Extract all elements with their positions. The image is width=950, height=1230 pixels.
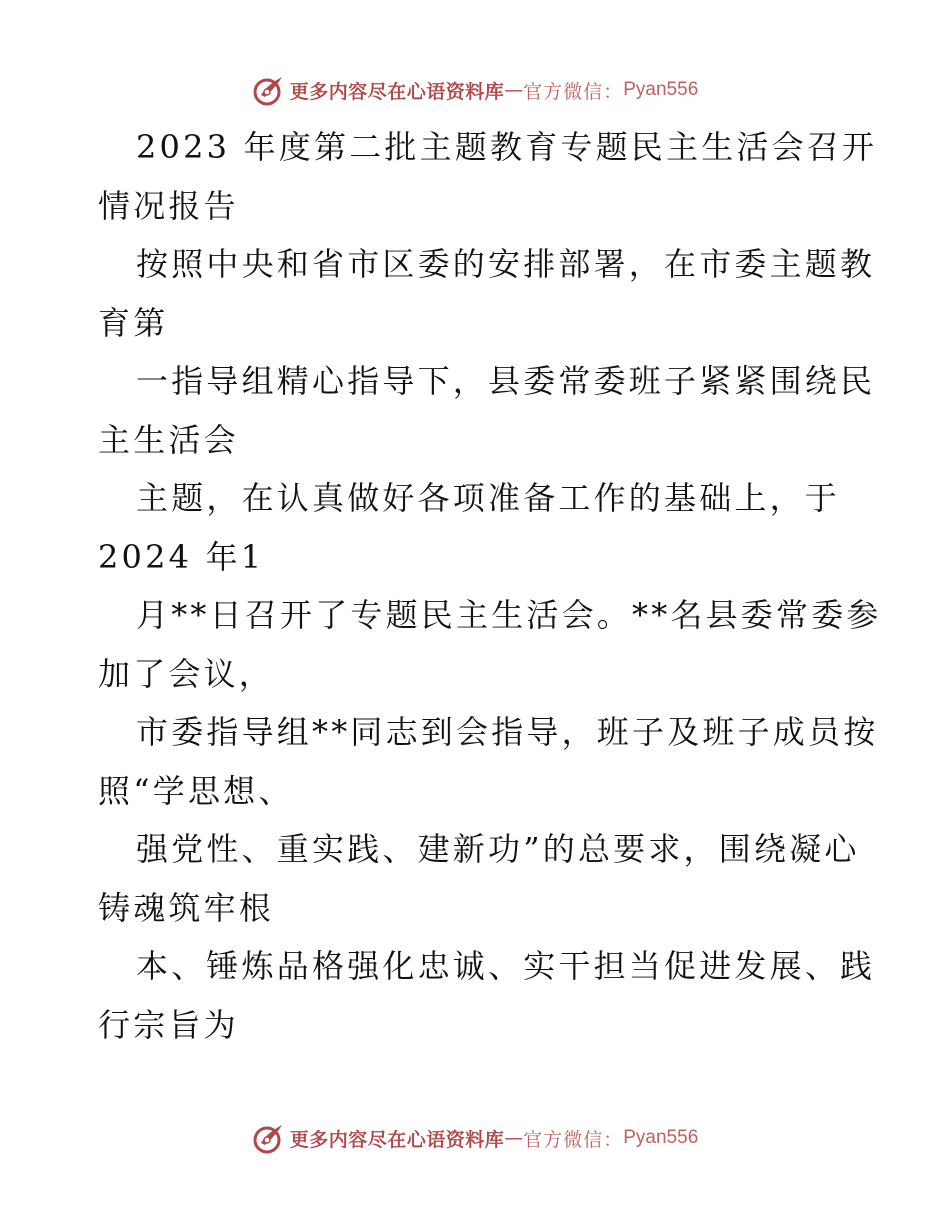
doc-text-line: 主题，在认真做好各项准备工作的基础上，于 — [136, 479, 841, 517]
doc-text-line: 加了会议， — [98, 654, 275, 693]
header-brand-text: 更多内容尽在心语资料库 — [289, 80, 505, 103]
doc-text-line: 铸魂筑牢根 — [98, 888, 275, 927]
doc-text-line: 本、锤炼品格强化忠诚、实干担当促进发展、践 — [136, 947, 876, 985]
header-banner — [0, 70, 950, 110]
doc-text-line: 2024 年1 — [98, 537, 265, 576]
footer-dash: — — [504, 1127, 524, 1149]
doc-text-line: 按照中央和省市区委的安排部署，在市委主题教 — [136, 245, 876, 283]
header-wechat-id: Pyan556 — [623, 79, 699, 100]
doc-title-line-1: 2023 年度第二批主题教育专题民主生活会召开 — [136, 128, 878, 166]
footer-wechat-label: 官方微信： — [523, 1128, 624, 1151]
quill-pen-logo-icon — [252, 73, 286, 107]
doc-text-line: 一指导组精心指导下，县委常委班子紧紧围绕民 — [136, 362, 876, 400]
doc-text-line: 育第 — [98, 303, 169, 342]
header-dash: — — [504, 79, 524, 101]
footer-brand-text: 更多内容尽在心语资料库 — [289, 1128, 505, 1151]
doc-text-line: 强党性、重实践、建新功”的总要求，围绕凝心 — [136, 830, 860, 868]
doc-text-line: 主生活会 — [98, 420, 239, 459]
document-body — [98, 118, 882, 1054]
doc-text-line: 照“学思想、 — [98, 771, 294, 810]
doc-text-line: 月**日召开了专题民主生活会。**名县委常委参 — [136, 596, 882, 634]
quill-pen-logo-icon — [252, 1121, 286, 1155]
doc-text-line: 行宗旨为 — [98, 1005, 239, 1044]
footer-banner — [0, 1118, 950, 1158]
doc-text-line: 市委指导组**同志到会指导，班子及班子成员按 — [136, 713, 879, 751]
header-wechat-label: 官方微信： — [523, 80, 624, 103]
doc-title-line-2: 情况报告 — [98, 186, 239, 225]
footer-wechat-id: Pyan556 — [623, 1127, 699, 1148]
